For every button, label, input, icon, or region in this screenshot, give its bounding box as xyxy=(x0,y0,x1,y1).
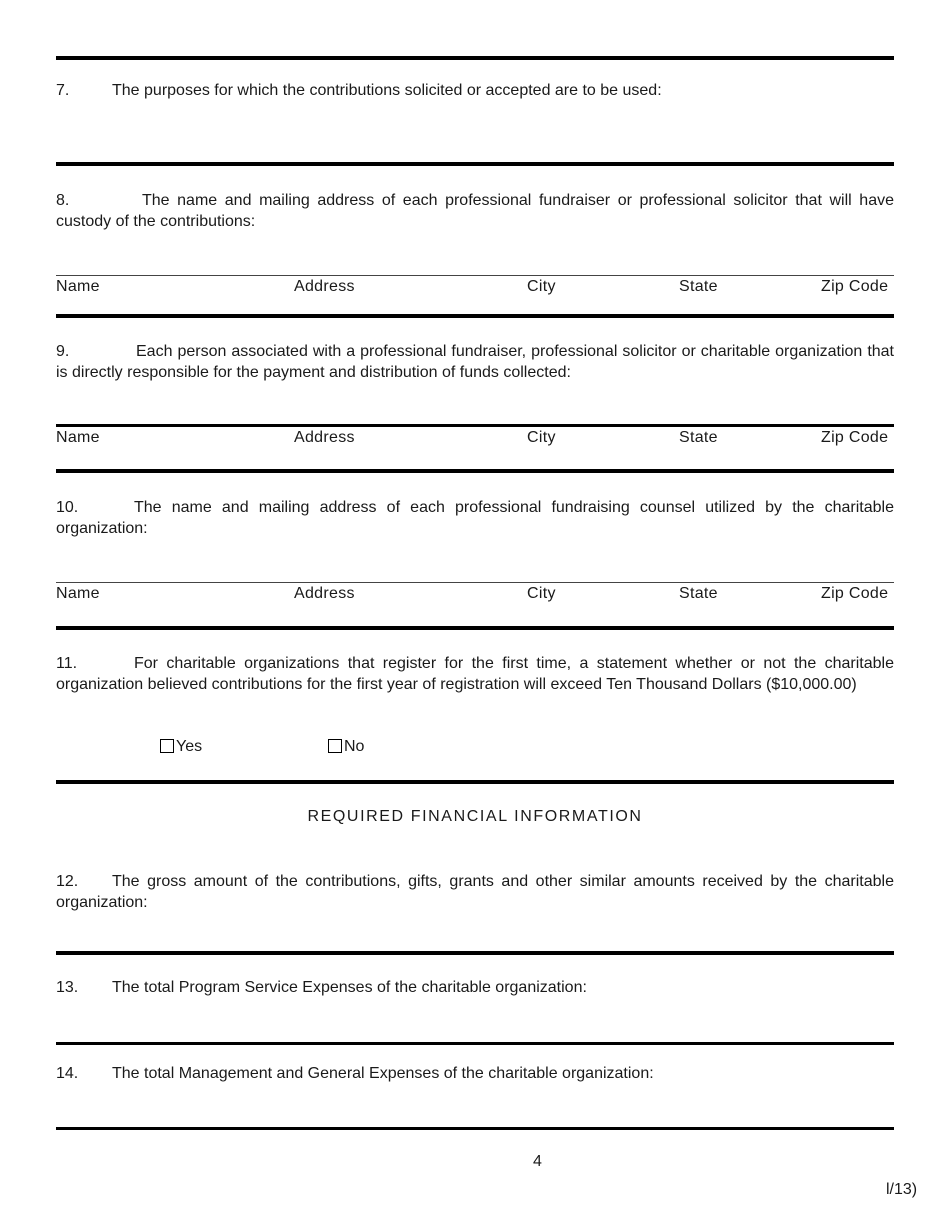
question-8 xyxy=(56,190,894,232)
question-14-text: The total Management and General Expenses of the charitable organization: xyxy=(112,1065,654,1082)
yes-checkbox[interactable] xyxy=(160,739,174,753)
question-11-number: 11. xyxy=(56,655,78,672)
yes-option[interactable] xyxy=(160,738,202,756)
column-name-label: Name xyxy=(56,278,100,295)
column-state-label: State xyxy=(679,429,718,446)
answer-13-line[interactable] xyxy=(56,1042,894,1045)
question-7-text: The purposes for which the contributions solicited or accepted are to be used: xyxy=(112,82,662,99)
question-12 xyxy=(56,871,894,913)
column-zip-label: Zip Code xyxy=(821,278,889,295)
column-state-label: State xyxy=(679,585,718,602)
question-9 xyxy=(56,341,894,383)
column-state-label: State xyxy=(679,278,718,295)
section-title: REQUIRED FINANCIAL INFORMATION xyxy=(307,808,643,825)
top-rule xyxy=(56,56,894,60)
divider-11 xyxy=(56,780,894,784)
question-11 xyxy=(56,653,894,695)
divider-10 xyxy=(56,626,894,630)
divider-8 xyxy=(56,314,894,318)
column-city-label: City xyxy=(527,278,556,295)
question-8-text: The name and mailing address of each professional fundraiser or professional solicitor that will have custody of the contributions: xyxy=(56,192,894,230)
column-zip-label: Zip Code xyxy=(821,429,889,446)
column-zip-label: Zip Code xyxy=(821,585,889,602)
column-city-label: City xyxy=(527,585,556,602)
column-name-label: Name xyxy=(56,429,100,446)
question-9-number: 9. xyxy=(56,343,70,360)
form-revision: l/13) xyxy=(886,1181,918,1198)
question-7-number: 7. xyxy=(56,82,70,99)
answer-14-line[interactable] xyxy=(56,1127,894,1130)
question-10-text: The name and mailing address of each professional fundraising counsel utilized by the charitable organization: xyxy=(56,499,894,537)
question-10 xyxy=(56,497,894,539)
column-city-label: City xyxy=(527,429,556,446)
question-14-number: 14. xyxy=(56,1065,79,1082)
question-12-number: 12. xyxy=(56,873,79,890)
column-address-label: Address xyxy=(294,429,355,446)
column-address-label: Address xyxy=(294,278,355,295)
no-label: No xyxy=(344,738,365,755)
answer-8-line[interactable] xyxy=(56,275,894,276)
question-10-number: 10. xyxy=(56,499,79,516)
answer-7-line[interactable] xyxy=(56,162,894,166)
question-9-text: Each person associated with a professional fundraiser, professional solicitor or charitable organization that is directly responsible for the payment and distribution of funds collected: xyxy=(56,343,894,381)
divider-9 xyxy=(56,469,894,473)
column-name-label: Name xyxy=(56,585,100,602)
question-13-text: The total Program Service Expenses of the charitable organization: xyxy=(112,979,587,996)
answer-10-line[interactable] xyxy=(56,582,894,583)
yes-label: Yes xyxy=(176,738,203,755)
column-address-label: Address xyxy=(294,585,355,602)
answer-12-line[interactable] xyxy=(56,951,894,955)
answer-9-line[interactable] xyxy=(56,424,894,427)
page-number: 4 xyxy=(533,1153,542,1170)
question-13-number: 13. xyxy=(56,979,79,996)
question-8-number: 8. xyxy=(56,192,70,209)
no-option[interactable] xyxy=(328,738,364,756)
question-12-text: The gross amount of the contributions, gifts, grants and other similar amounts received by the charitable organization: xyxy=(56,873,894,911)
no-checkbox[interactable] xyxy=(328,739,342,753)
question-11-text: For charitable organizations that register for the first time, a statement whether or not the charitable organization believed contributions for the first year of registration will exceed Ten Thousand Dollars ($10,000.00) xyxy=(56,655,894,693)
